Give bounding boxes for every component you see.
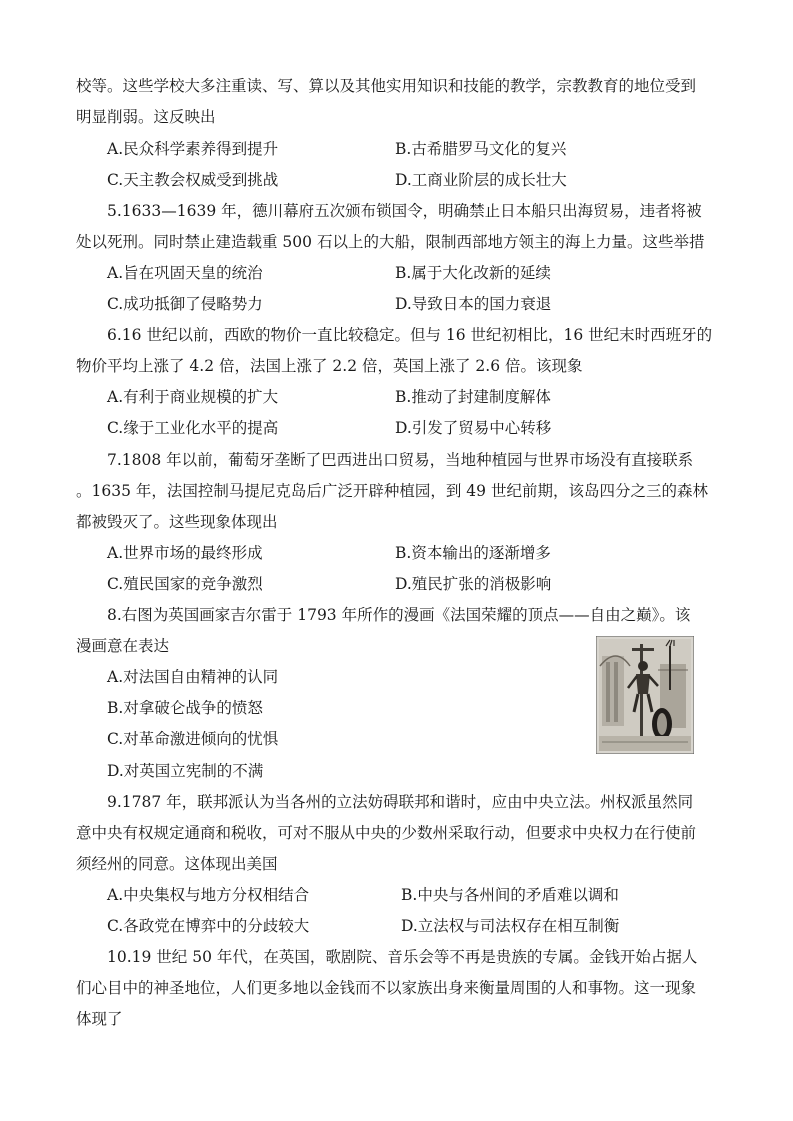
question-10-text: 10.19 世纪 50 年代，在英国，歌剧院、音乐会等不再是贵族的专属。金钱开始占据人 bbox=[107, 948, 698, 966]
question-8-text: 漫画意在表达 bbox=[76, 637, 170, 655]
question-7-option-a: A.世界市场的最终形成 bbox=[107, 544, 263, 562]
question-4-option-b: B.古希腊罗马文化的复兴 bbox=[395, 140, 567, 158]
question-9-text: 须经州的同意。这体现出美国 bbox=[76, 855, 278, 873]
question-5-option-d: D.导致日本的国力衰退 bbox=[395, 295, 552, 313]
question-5-text: 5.1633—1639 年，德川幕府五次颁布锁国令，明确禁止日本船只出海贸易，违者将被 bbox=[107, 202, 702, 220]
question-9-text: 意中央有权规定通商和税收，可对不服从中央的少数州采取行动，但要求中央权力在行使前 bbox=[76, 824, 697, 842]
question-8-option-c: C.对革命激进倾向的忧惧 bbox=[107, 730, 279, 748]
question-8-text: 8.右图为英国画家吉尔雷于 1793 年所作的漫画《法国荣耀的顶点——自由之巅》。该 bbox=[107, 606, 691, 624]
question-8-option-d: D.对英国立宪制的不满 bbox=[107, 762, 264, 780]
question-8-option-b: B.对拿破仑战争的愤怒 bbox=[107, 699, 263, 717]
question-4-option-d: D.工商业阶层的成长壮大 bbox=[395, 171, 567, 189]
question-4-option-a: A.民众科学素养得到提升 bbox=[107, 140, 279, 158]
question-9-option-b: B.中央与各州间的矛盾难以调和 bbox=[401, 886, 619, 904]
question-10-text: 体现了 bbox=[76, 1010, 123, 1028]
question-8-option-a: A.对法国自由精神的认同 bbox=[107, 668, 279, 686]
question-9-option-d: D.立法权与司法权存在相互制衡 bbox=[401, 917, 620, 935]
question-9-option-c: C.各政党在博弈中的分歧较大 bbox=[107, 917, 310, 935]
question-6-option-a: A.有利于商业规模的扩大 bbox=[107, 388, 279, 406]
question-7-option-b: B.资本输出的逐渐增多 bbox=[395, 544, 551, 562]
question-7-text: 。1635 年，法国控制马提尼克岛后广泛开辟种植园，到 49 世纪前期，该岛四分之三的森林 bbox=[76, 482, 708, 500]
question-6-text: 物价平均上涨了 4.2 倍，法国上涨了 2.2 倍，英国上涨了 2.6 倍。该现象 bbox=[76, 357, 583, 375]
question-7-text: 都被毁灭了。这些现象体现出 bbox=[76, 513, 278, 531]
question-7-option-d: D.殖民扩张的消极影响 bbox=[395, 575, 552, 593]
question-6-option-d: D.引发了贸易中心转移 bbox=[395, 419, 552, 437]
question-9-text: 9.1787 年，联邦派认为当各州的立法妨碍联邦和谐时，应由中央立法。州权派虽然同 bbox=[107, 793, 694, 811]
question-6-option-c: C.缘于工业化水平的提高 bbox=[107, 419, 279, 437]
question-4-text-cont: 明显削弱。这反映出 bbox=[76, 108, 216, 126]
question-5-option-a: A.旨在巩固天皇的统治 bbox=[107, 264, 263, 282]
question-7-text: 7.1808 年以前，葡萄牙垄断了巴西进出口贸易，当地种植园与世界市场没有直接联系 bbox=[107, 451, 694, 469]
question-10-text: 们心目中的神圣地位，人们更多地以金钱而不以家族出身来衡量周围的人和事物。这一现象 bbox=[76, 979, 697, 997]
question-5-option-c: C.成功抵御了侵略势力 bbox=[107, 295, 263, 313]
question-4-text-cont: 校等。这些学校大多注重读、写、算以及其他实用知识和技能的教学，宗教教育的地位受到 bbox=[76, 77, 697, 95]
question-7-option-c: C.殖民国家的竞争激烈 bbox=[107, 575, 263, 593]
question-5-text: 处以死刑。同时禁止建造载重 500 石以上的大船，限制西部地方领主的海上力量。这些举措 bbox=[76, 233, 705, 251]
question-5-option-b: B.属于大化改新的延续 bbox=[395, 264, 551, 282]
question-6-option-b: B.推动了封建制度解体 bbox=[395, 388, 551, 406]
cartoon-image bbox=[596, 636, 694, 754]
question-4-option-c: C.天主教会权威受到挑战 bbox=[107, 171, 279, 189]
question-9-option-a: A.中央集权与地方分权相结合 bbox=[107, 886, 310, 904]
question-6-text: 6.16 世纪以前，西欧的物价一直比较稳定。但与 16 世纪初相比，16 世纪末时西班牙的 bbox=[107, 326, 713, 344]
